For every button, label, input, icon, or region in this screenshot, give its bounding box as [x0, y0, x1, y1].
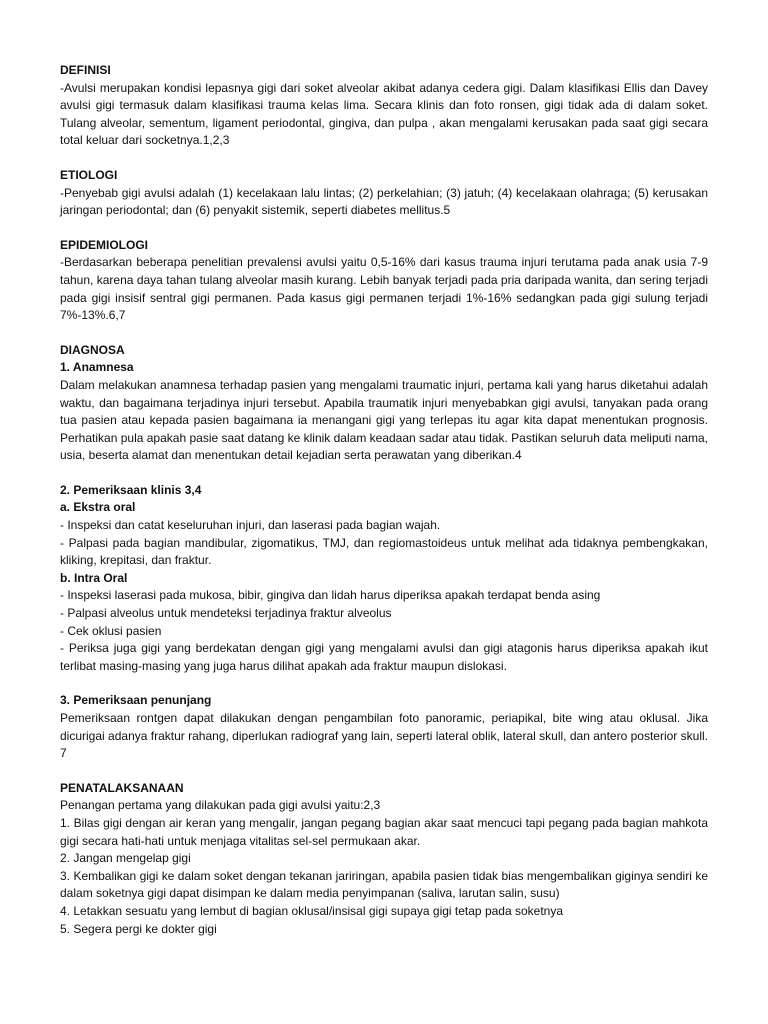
intra-oral-title: b. Intra Oral — [60, 570, 128, 585]
klinis-title: 2. Pemeriksaan klinis 3,4 — [60, 482, 202, 497]
heading-etiologi: ETIOLOGI — [60, 167, 118, 182]
section-diagnosa — [60, 342, 708, 465]
section-etiologi — [60, 167, 708, 220]
list-item: 1. Bilas gigi dengan air keran yang mengalir, jangan pegang bagian akar saat mencuci tapi pegang pada bagian mahkota gigi secara hati-hati untuk menjaga vitalitas sel-sel permukaan akar. — [60, 815, 708, 848]
document-page — [60, 62, 708, 955]
list-item: - Cek oklusi pasien — [60, 623, 162, 638]
list-item: - Inspeksi laserasi pada mukosa, bibir, gingiva dan lidah harus diperiksa apakah terdapat benda asing — [60, 588, 601, 603]
heading-diagnosa: DIAGNOSA — [60, 342, 125, 357]
penunjang-title: 3. Pemeriksaan penunjang — [60, 693, 212, 708]
list-item: 5. Segera pergi ke dokter gigi — [60, 921, 217, 936]
anamnesa-body: Dalam melakukan anamnesa terhadap pasien yang mengalami traumatic injuri, pertama kali yang harus diketahui adalah waktu, dan bagaimana terjadinya injuri tersebut. Apabila traumatik injuri menyebabkan gigi avulsi, tanyakan pada orang tua pasien atau kepada pasien bagaimana ia menangani gigi yang terlepas itu agar kita dapat menentukan prognosis. Perhatikan pula apakah pasie saat datang ke klinik dalam keadaan sadar atau tidak. Pastikan seluruh data meliputi nama, usia, beserta alamat dan menentukan detail kejadian serta perawatan yang diberikan.4 — [60, 377, 708, 463]
list-item: - Inspeksi dan catat keseluruhan injuri, dan laserasi pada bagian wajah. — [60, 518, 441, 533]
list-item: 2. Jangan mengelap gigi — [60, 851, 191, 866]
list-item: - Palpasi pada bagian mandibular, zigomatikus, TMJ, dan regiomastoideus untuk melihat ada tidaknya pembengkakan, kliking, krepitasi, dan fraktur. — [60, 535, 708, 568]
list-item: 4. Letakkan sesuatu yang lembut di bagian oklusal/insisal gigi supaya gigi tetap pada soketnya — [60, 903, 563, 918]
section-epidemiologi — [60, 237, 708, 325]
epidemiologi-body: -Berdasarkan beberapa penelitian prevalensi avulsi yaitu 0,5-16% dari kasus trauma injuri terutama pada anak usia 7-9 tahun, karena daya tahan tulang alveolar masih kurang. Lebih banyak terjadi pada pria daripada wanita, dan sering terjadi pada gigi insisif sentral gigi permanen. Pada kasus gigi permanen terjadi 1%-16% sedangkan pada gigi sulung terjadi 7%-13%.6,7 — [60, 255, 708, 323]
etiologi-body: -Penyebab gigi avulsi adalah (1) kecelakaan lalu lintas; (2) perkelahian; (3) jatuh; (4) kecelakaan olahraga; (5) kerusakan jaringan periodontal; dan (6) penyakit sistemik, seperti diabetes mellitus.5 — [60, 185, 708, 218]
list-item: 3. Kembalikan gigi ke dalam soket dengan tekanan jariringan, apabila pasien tidak bias mengembalikan giginya sendiri ke dalam soketnya gigi dapat disimpan ke dalam media penyimpanan (saliva, larutan salin, susu) — [60, 868, 708, 901]
list-item: - Palpasi alveolus untuk mendeteksi terjadinya fraktur alveolus — [60, 606, 392, 621]
heading-definisi: DEFINISI — [60, 63, 111, 77]
ekstra-oral-title: a. Ekstra oral — [60, 500, 136, 515]
heading-epidemiologi: EPIDEMIOLOGI — [60, 237, 149, 252]
penatalaksanaan-intro: Penangan pertama yang dilakukan pada gigi avulsi yaitu:2,3 — [60, 798, 381, 813]
definisi-body: -Avulsi merupakan kondisi lepasnya gigi dari soket alveolar akibat adanya cedera gigi. Dalam klasifikasi Ellis dan Davey avulsi gigi termasuk dalam klasifikasi trauma kelas lima. Secara klinis dan foto ronsen, gigi tidak ada di dalam soket. Tulang alveolar, sementum, ligament periodontal, gingiva, dan pulpa , akan mengalami kerusakan pada saat gigi secara total keluar dari socketnya.1,2,3 — [60, 80, 708, 148]
list-item: - Periksa juga gigi yang berdekatan dengan gigi yang mengalami avulsi dan gigi atagonis harus diperiksa apakah ikut terlibat masing-masing yang juga harus dilihat apakah ada fraktur maupun dislokasi. — [60, 641, 708, 673]
section-pemeriksaan-penunjang — [60, 692, 708, 762]
anamnesa-title: 1. Anamnesa — [60, 360, 134, 375]
section-definisi — [60, 62, 708, 150]
section-pemeriksaan-klinis — [60, 482, 708, 676]
section-penatalaksanaan — [60, 780, 708, 938]
penunjang-body: Pemeriksaan rontgen dapat dilakukan dengan pengambilan foto panoramic, periapikal, bite wing atau oklusal. Jika dicurigai adanya fraktur rahang, diperlukan radiograf yang lain, seperti lateral oblik, lateral skull, dan antero posterior skull. 7 — [60, 711, 708, 761]
heading-penatalaksanaan: PENATALAKSANAAN — [60, 780, 184, 795]
